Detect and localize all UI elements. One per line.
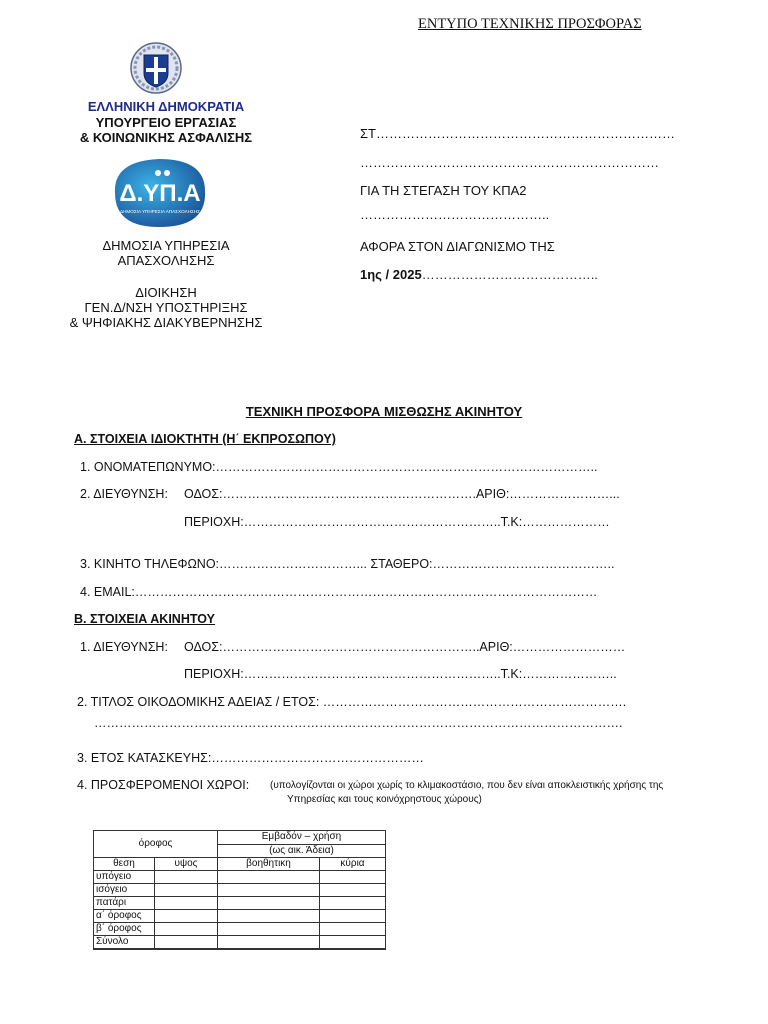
construction-year-field: 3. ΕΤΟΣ ΚΑΤΑΣΚΕΥΗΣ:…………………………………………… [77, 751, 424, 765]
row-label: ισόγειο [94, 884, 155, 897]
competition-dots: ………………………………….. [421, 267, 598, 282]
table-row [94, 910, 386, 923]
recipient-line-2: …………………………………………………………… [360, 155, 659, 170]
ministry-name [40, 115, 292, 145]
cell-height[interactable] [155, 871, 218, 884]
section-b-title: Β. ΣΤΟΙΧΕΙΑ ΑΚΙΝΗΤΟΥ [74, 612, 215, 626]
owner-address-label: 2. ΔΙΕΥΘΥΝΣΗ: [80, 487, 168, 501]
row-label: α΄ όροφος [94, 910, 155, 923]
cell-main[interactable] [320, 910, 386, 923]
ministry-line-1: ΥΠΟΥΡΓΕΙΟ ΕΡΓΑΣΙΑΣ [95, 115, 237, 130]
cell-height[interactable] [155, 936, 218, 950]
section-a-title: Α. ΣΤΟΙΧΕΙΑ ΙΔΙΟΚΤΗΤΗ (Η΄ ΕΚΠΡΟΣΩΠΟΥ) [74, 432, 336, 446]
row-label: υπόγειο [94, 871, 155, 884]
cell-auxiliary[interactable] [218, 884, 320, 897]
service-line-1: ΔΗΜΟΣΙΑ ΥΠΗΡΕΣΙΑ [102, 238, 230, 253]
service-line-2: ΑΠΑΣΧΟΛΗΣΗΣ [117, 253, 215, 268]
cell-auxiliary[interactable] [218, 936, 320, 950]
header-height: υψος [155, 858, 218, 871]
cell-auxiliary[interactable] [218, 897, 320, 910]
property-area-field: ΠΕΡΙΟΧΗ:……………………………………………………..Τ.Κ:………………….. [184, 667, 617, 681]
cell-main[interactable] [320, 897, 386, 910]
owner-email-field: 4. EMAIL:………………………………………………………………………………………………… [80, 585, 598, 599]
owner-phones-field: 3. ΚΙΝΗΤΟ ΤΗΛΕΦΩΝΟ:……………………………... ΣΤΑΘΕΡΟ:…………………………………….. [80, 557, 615, 571]
owner-name-field: 1. ΟΝΟΜΑΤΕΠΩΝΥΜΟ:……………………………………………………………………………….. [80, 460, 598, 474]
offered-spaces-note-2: Υπηρεσίας και τους κοινόχρηστους χώρους) [287, 794, 482, 805]
property-address-label: 1. ΔΙΕΥΘΥΝΣΗ: [80, 640, 168, 654]
recipient-line-1: ΣΤ…………………………………………………………… [360, 126, 675, 141]
offered-spaces-label: 4. ΠΡΟΣΦΕΡΟΜΕΝΟΙ ΧΩΡΟΙ: [77, 778, 250, 792]
recipient-line-5: ΑΦΟΡΑ ΣΤΟΝ ΔΙΑΓΩΝΙΣΜΟ ΤΗΣ [360, 239, 555, 254]
property-street-field: ΟΔΟΣ:……………………………………………………..ΑΡΙΘ:……………………… [184, 640, 626, 654]
owner-area-field: ΠΕΡΙΟΧΗ:……………………………………………………..Τ.Κ:………………… [184, 515, 610, 529]
building-permit-field: 2. ΤΙΤΛΟΣ ΟΙΚΟΔΟΜΙΚΗΣ ΑΔΕΙΑΣ / ΕΤΟΣ: ………………………………………………………………. [77, 695, 627, 709]
table-header-row [94, 831, 386, 845]
row-label: πατάρι [94, 897, 155, 910]
greek-emblem-icon [129, 41, 183, 100]
cell-height[interactable] [155, 884, 218, 897]
recipient-line-4: …………………………………….. [360, 207, 550, 222]
directorate-name [40, 285, 292, 330]
header-area-permit: (ως αικ. Άδεια) [218, 844, 386, 858]
cell-height[interactable] [155, 897, 218, 910]
table-row [94, 884, 386, 897]
table-row [94, 871, 386, 884]
cell-main[interactable] [320, 871, 386, 884]
header-main: κύρια [320, 858, 386, 871]
main-title: ΤΕΧΝΙΚΗ ΠΡΟΣΦΟΡΑ ΜΙΣΘΩΣΗΣ ΑΚΙΝΗΤΟΥ [245, 404, 523, 419]
floor-area-table [93, 830, 386, 950]
table-row [94, 923, 386, 936]
directorate-line-3: & ΨΗΦΙΑΚΗΣ ΔΙΑΚΥΒΕΡΝΗΣΗΣ [69, 315, 263, 330]
cell-height[interactable] [155, 923, 218, 936]
cell-auxiliary[interactable] [218, 923, 320, 936]
recipient-line-6 [360, 267, 598, 282]
recipient-line-3: ΓΙΑ ΤΗ ΣΤΕΓΑΣΗ ΤΟΥ ΚΠΑ2 [360, 183, 527, 198]
table-row [94, 897, 386, 910]
header-auxiliary: βοηθητικη [218, 858, 320, 871]
service-name [40, 238, 292, 268]
row-label: Σύνολο [94, 936, 155, 950]
header-floor: όροφος [94, 831, 218, 858]
cell-main[interactable] [320, 923, 386, 936]
offered-spaces-note-1: (υπολογίζονται οι χώροι χωρίς το κλιμακοστάσιο, που δεν είναι αποκλειστικής χρήσης της [270, 780, 664, 791]
directorate-line-1: ΔΙΟΙΚΗΣΗ [135, 285, 197, 300]
header-position: θεση [94, 858, 155, 871]
form-title: ΕΝΤΥΠΟ ΤΕΧΝΙΚΗΣ ΠΡΟΣΦΟΡΑΣ [418, 16, 642, 32]
row-label: β΄ όροφος [94, 923, 155, 936]
dypa-logo [107, 155, 211, 236]
cell-main[interactable] [320, 936, 386, 950]
header-area-line-1: Εμβαδόν – χρήση [261, 831, 342, 843]
ministry-line-2: & ΚΟΙΝΩΝΙΚΗΣ ΑΣΦΑΛΙΣΗΣ [79, 130, 253, 145]
cell-auxiliary[interactable] [218, 871, 320, 884]
cell-main[interactable] [320, 884, 386, 897]
dypa-logo-subtext: ΔΗΜΟΣΙΑ ΥΠΗΡΕΣΙΑ ΑΠΑΣΧΟΛΗΣΗΣ [120, 209, 200, 214]
competition-number: 1ης / 2025 [360, 267, 422, 282]
table-row-total [94, 936, 386, 950]
cell-auxiliary[interactable] [218, 910, 320, 923]
dypa-logo-text: Δ.ΥΠ.Α [119, 180, 201, 207]
directorate-line-2: ΓΕΝ.Δ/ΝΣΗ ΥΠΟΣΤΗΡΙΞΗΣ [84, 300, 248, 315]
table-subheader-row [94, 858, 386, 871]
republic-heading: ΕΛΛΗΝΙΚΗ ΔΗΜΟΚΡΑΤΙΑ [87, 99, 245, 114]
header-area-usage [218, 831, 386, 845]
cell-height[interactable] [155, 910, 218, 923]
building-permit-continuation: ………………………………………………………………………………………………………………. [94, 716, 623, 730]
owner-street-field: ΟΔΟΣ:…………………………………………………….ΑΡΙΘ:……………………... [184, 487, 620, 501]
